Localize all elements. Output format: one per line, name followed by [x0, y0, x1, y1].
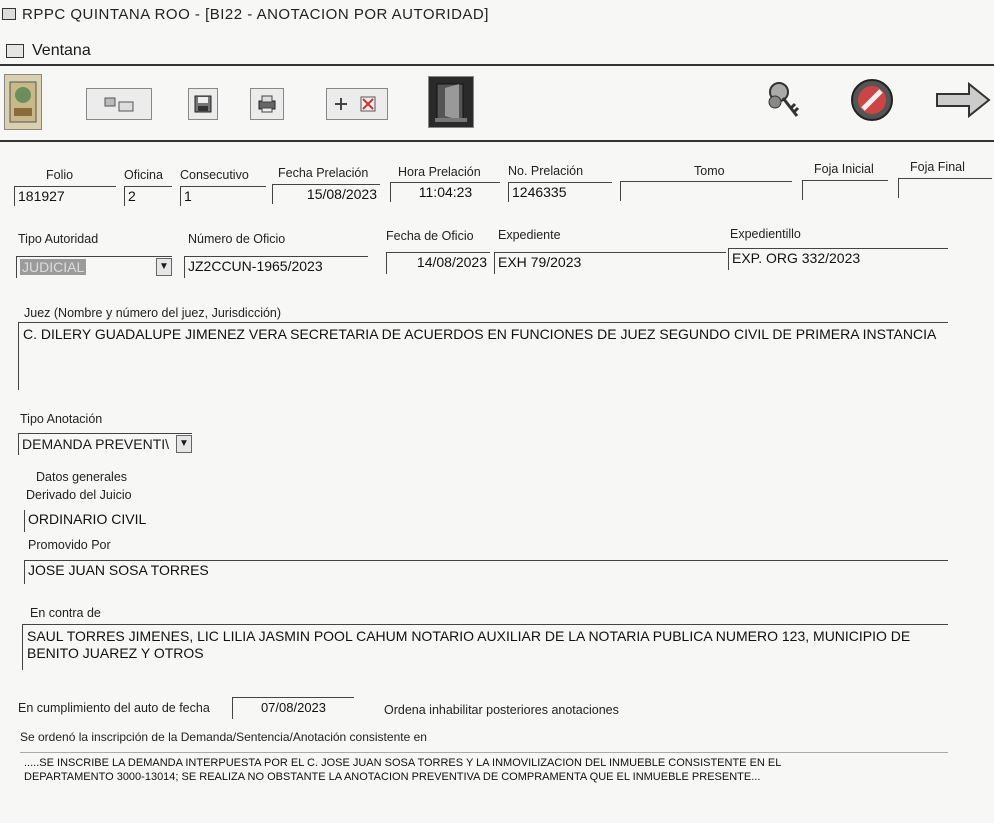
- menu-ventana[interactable]: Ventana: [32, 42, 91, 59]
- juez-label: Juez (Nombre y número del juez, Jurisdicción): [24, 306, 282, 320]
- toolbar-top-border: [0, 64, 994, 66]
- title-bar: [0, 0, 994, 30]
- tipo-anotacion-label: Tipo Anotación: [20, 412, 103, 426]
- consecutivo-label: Consecutivo: [180, 168, 249, 182]
- expediente-label: Expediente: [498, 228, 561, 242]
- cancel-button[interactable]: [846, 74, 898, 126]
- en-contra-line-1: SAUL TORRES JIMENES, LIC LILIA JASMIN POOL CAHUM NOTARIO AUXILIAR DE LA NOTARIA PUBLICA NUMERO 123, MUNICIPIO DE: [27, 628, 911, 644]
- expedientillo-label: Expedientillo: [730, 227, 801, 241]
- hora-prelacion-field[interactable]: 11:04:23: [390, 182, 500, 202]
- no-prelacion-label: No. Prelación: [508, 164, 584, 178]
- menu-bar: [0, 38, 994, 62]
- print-button[interactable]: [250, 88, 284, 120]
- fecha-prelacion-field[interactable]: 15/08/2023: [272, 184, 380, 204]
- floppy-icon: [193, 94, 213, 114]
- foja-final-label: Foja Final: [910, 160, 965, 174]
- derivado-juicio-field[interactable]: ORDINARIO CIVIL: [24, 510, 948, 532]
- toolbar-bottom-border: [0, 140, 994, 142]
- fecha-prelacion-label: Fecha Prelación: [278, 166, 369, 180]
- juez-field[interactable]: [18, 322, 948, 390]
- fecha-auto-field[interactable]: 07/08/2023: [232, 697, 354, 719]
- se-ordeno-label: Se ordenó la inscripción de la Demanda/Sentencia/Anotación consistente en: [20, 730, 427, 744]
- tipo-anotacion-value: DEMANDA PREVENTI\: [22, 436, 170, 452]
- table-icon: [99, 94, 139, 114]
- en-contra-line-2: BENITO JUAREZ Y OTROS: [27, 645, 204, 661]
- folio-label: Folio: [46, 168, 74, 182]
- en-cumplimiento-label: En cumplimiento del auto de fecha: [18, 701, 210, 715]
- en-contra-field[interactable]: [22, 624, 948, 670]
- foja-inicial-label: Foja Inicial: [814, 162, 874, 176]
- oficina-label: Oficina: [124, 168, 163, 182]
- keys-button[interactable]: [758, 74, 812, 126]
- next-button[interactable]: [930, 78, 994, 122]
- consecutivo-field[interactable]: 1: [180, 186, 266, 206]
- ordena-inhabilitar-label[interactable]: Ordena inhabilitar posteriores anotaciones: [384, 703, 619, 717]
- tipo-autoridad-select[interactable]: [16, 256, 172, 278]
- numero-oficio-field[interactable]: JZ2CCUN-1965/2023: [184, 256, 368, 278]
- numero-oficio-label: Número de Oficio: [188, 232, 286, 246]
- chevron-down-icon[interactable]: ▼: [156, 258, 172, 276]
- arrow-right-icon: [931, 80, 993, 120]
- stop-icon: [849, 77, 895, 123]
- expediente-field[interactable]: EXH 79/2023: [494, 252, 726, 274]
- en-contra-label: En contra de: [30, 606, 101, 620]
- keys-icon: [761, 76, 809, 124]
- logo-icon: [4, 74, 42, 130]
- toolbar: [0, 68, 994, 138]
- door-icon: [433, 80, 469, 124]
- fecha-oficio-field[interactable]: 14/08/2023: [386, 252, 490, 274]
- chevron-down-icon[interactable]: ▼: [176, 435, 192, 453]
- window-title: RPPC QUINTANA ROO - [BI22 - ANOTACION POR AUTORIDAD]: [22, 6, 489, 23]
- window-menu-icon[interactable]: [6, 44, 24, 58]
- app-icon: [2, 8, 16, 20]
- add-delete-icon: [333, 94, 381, 114]
- descripcion-line-1: .....SE INSCRIBE LA DEMANDA INTERPUESTA POR EL C. JOSE JUAN SOSA TORRES Y LA INMOVILIZACION DEL INMUEBLE CONSISTENTE EN EL: [24, 757, 782, 769]
- tipo-autoridad-label: Tipo Autoridad: [18, 232, 99, 246]
- save-button[interactable]: [188, 88, 218, 120]
- hora-prelacion-label: Hora Prelación: [398, 165, 481, 179]
- tipo-autoridad-value: JUDICIAL: [22, 259, 85, 275]
- derivado-juicio-label: Derivado del Juicio: [26, 488, 132, 502]
- printer-icon: [256, 94, 278, 114]
- datos-generales-label: Datos generales: [36, 470, 128, 484]
- folio-field[interactable]: 181927: [14, 186, 116, 206]
- lookup-button[interactable]: [86, 88, 152, 120]
- exit-door-button[interactable]: [428, 76, 474, 128]
- foja-final-field[interactable]: [898, 178, 992, 198]
- add-delete-buttons[interactable]: [326, 88, 388, 120]
- tipo-anotacion-select[interactable]: [18, 433, 192, 455]
- promovido-por-label: Promovido Por: [28, 538, 111, 552]
- descripcion-field[interactable]: [20, 752, 948, 792]
- promovido-por-field[interactable]: JOSE JUAN SOSA TORRES: [24, 560, 948, 584]
- descripcion-line-2: DEPARTAMENTO 3000-13014; SE REALIZA NO OBSTANTE LA ANOTACION PREVENTIVA DE COMPRAMENTA QUE EL INMUEBLE PRESENTE...: [24, 771, 761, 783]
- expedientillo-field[interactable]: EXP. ORG 332/2023: [728, 248, 948, 270]
- tomo-field[interactable]: [620, 181, 792, 201]
- oficina-field[interactable]: 2: [124, 186, 172, 206]
- no-prelacion-field[interactable]: 1246335: [508, 182, 612, 202]
- fecha-oficio-label: Fecha de Oficio: [386, 229, 474, 243]
- juez-value: C. DILERY GUADALUPE JIMENEZ VERA SECRETARIA DE ACUERDOS EN FUNCIONES DE JUEZ SEGUNDO CIVIL DE PRIMERA INSTANCIA: [23, 326, 937, 342]
- foja-inicial-field[interactable]: [802, 180, 888, 200]
- tomo-label: Tomo: [694, 164, 725, 178]
